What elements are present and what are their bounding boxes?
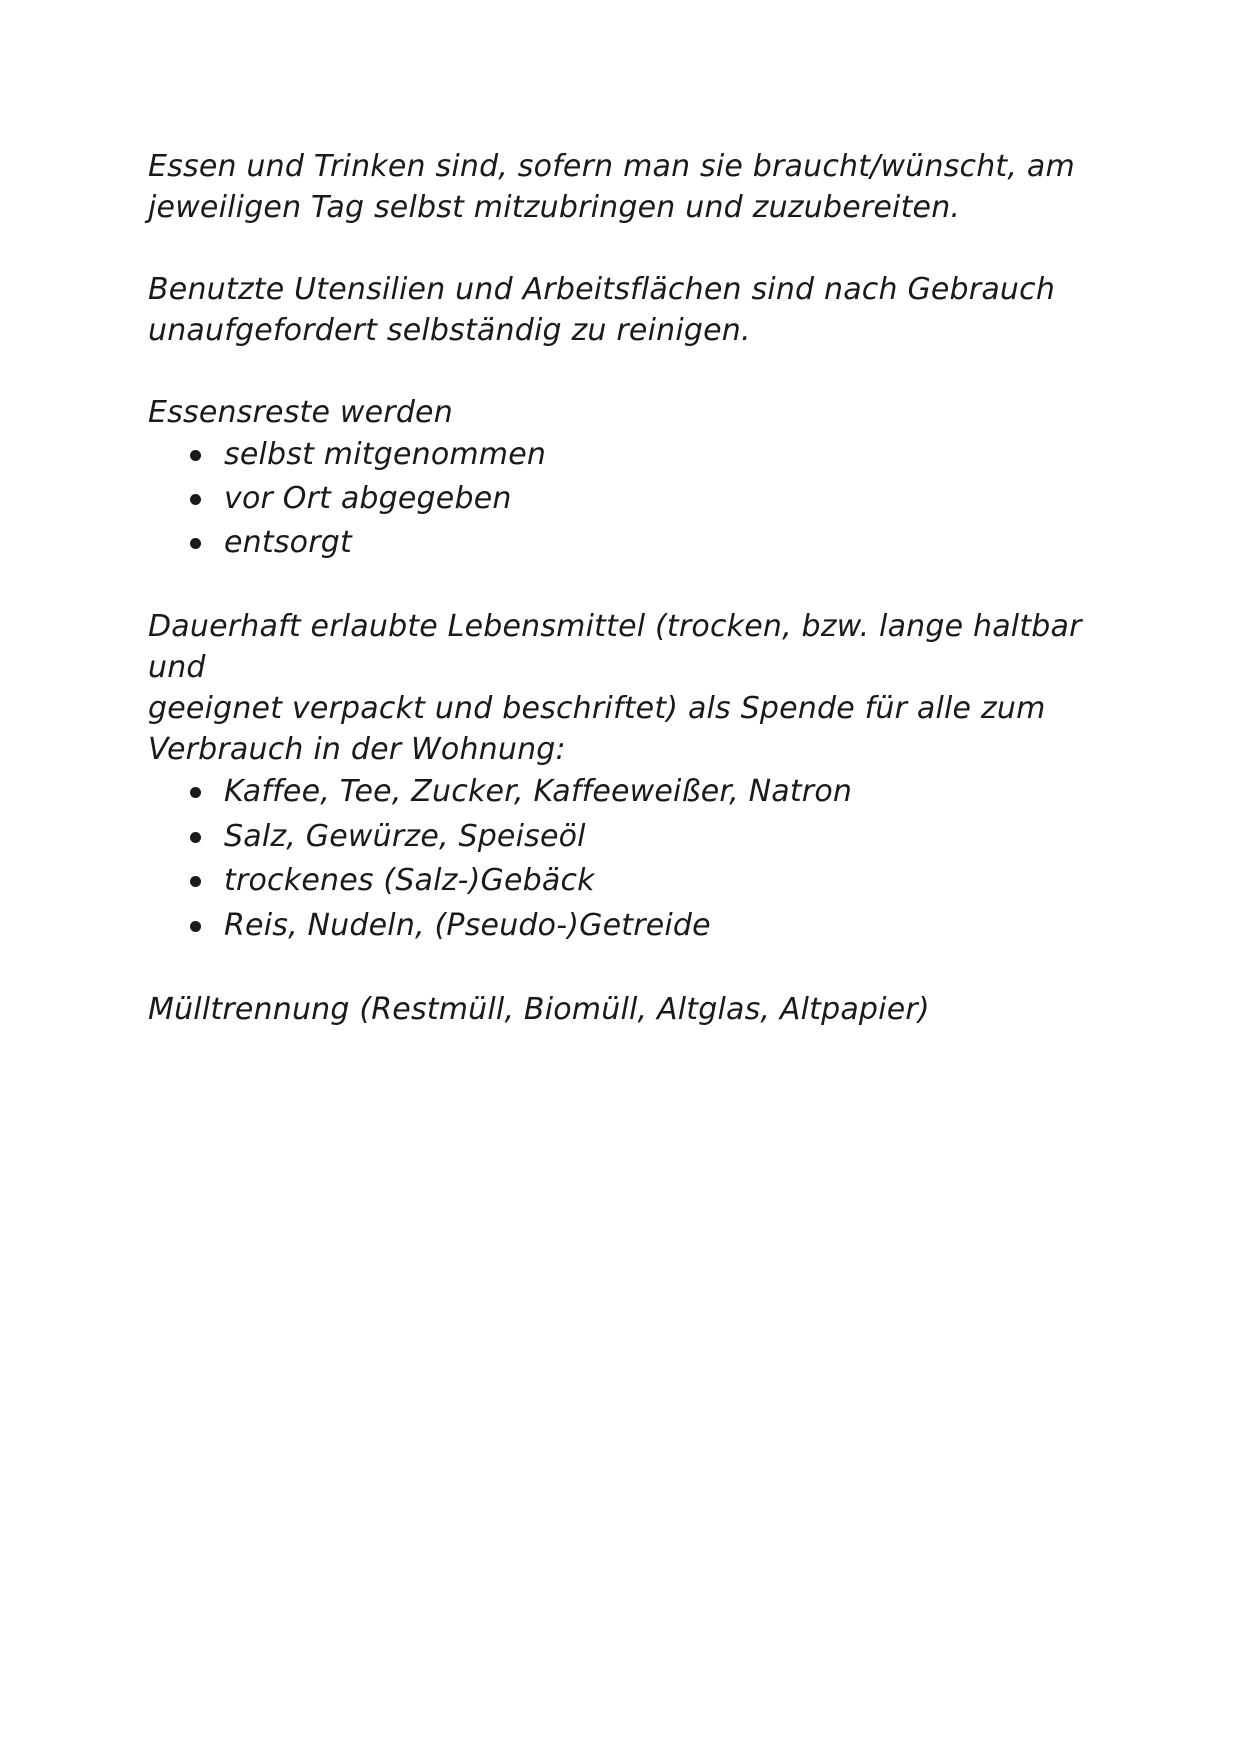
list-item-label: entsorgt bbox=[224, 525, 352, 560]
text-line: Benutzte Utensilien und Arbeitsflächen sind nach Gebrauch bbox=[148, 272, 1056, 307]
list-item-label: selbst mitgenommen bbox=[224, 437, 547, 472]
list-item-label: Reis, Nudeln, (Pseudo-)Getreide bbox=[224, 907, 711, 943]
list-item-label: Kaffee, Tee, Zucker, Kaffeeweißer, Natron bbox=[224, 774, 853, 809]
document-body bbox=[148, 146, 1128, 1030]
text-line: geeignet verpackt und beschriftet) als Spende für alle zum bbox=[148, 691, 1046, 726]
bullet-icon bbox=[190, 921, 201, 932]
text-line: Essensreste werden bbox=[148, 395, 453, 430]
list-item bbox=[148, 477, 1128, 521]
paragraph-waste-separation bbox=[148, 989, 1128, 1030]
list-item-label: Salz, Gewürze, Speiseöl bbox=[224, 818, 586, 854]
list-item-label: vor Ort abgegeben bbox=[224, 481, 512, 516]
list-item bbox=[148, 904, 1128, 949]
permitted-food-list bbox=[148, 770, 1128, 948]
leftovers-list bbox=[148, 433, 1128, 565]
list-item bbox=[148, 770, 1128, 815]
text-line: Dauerhaft erlaubte Lebensmittel (trocken, bzw. lange haltbar und bbox=[148, 609, 1082, 685]
bullet-icon bbox=[190, 832, 201, 843]
paragraph-spacer bbox=[148, 565, 1128, 606]
paragraph-permitted-food bbox=[148, 606, 1128, 948]
text-line: unaufgefordert selbständig zu reinigen. bbox=[148, 313, 751, 348]
text-line: Essen und Trinken sind, sofern man sie braucht/wünscht, am bbox=[148, 149, 1075, 184]
bullet-icon bbox=[190, 538, 201, 549]
paragraph-cleaning bbox=[148, 269, 1128, 351]
text-line: jeweiligen Tag selbst mitzubringen und zuzubereiten. bbox=[148, 190, 961, 225]
bullet-icon bbox=[190, 787, 201, 798]
paragraph-spacer bbox=[148, 948, 1128, 989]
text-line: Mülltrennung (Restmüll, Biomüll, Altglas, Altpapier) bbox=[148, 992, 930, 1027]
paragraph-spacer bbox=[148, 228, 1128, 269]
list-item bbox=[148, 815, 1128, 860]
list-item bbox=[148, 433, 1128, 477]
list-item bbox=[148, 521, 1128, 565]
list-item bbox=[148, 859, 1128, 904]
bullet-icon bbox=[190, 494, 201, 505]
list-item-label: trockenes (Salz-)Gebäck bbox=[224, 863, 595, 898]
bullet-icon bbox=[190, 876, 201, 887]
paragraph-spacer bbox=[148, 351, 1128, 392]
text-line: Verbrauch in der Wohnung: bbox=[148, 732, 566, 767]
bullet-icon bbox=[190, 450, 201, 461]
paragraph-food-drinks bbox=[148, 146, 1128, 228]
paragraph-leftovers bbox=[148, 392, 1128, 565]
